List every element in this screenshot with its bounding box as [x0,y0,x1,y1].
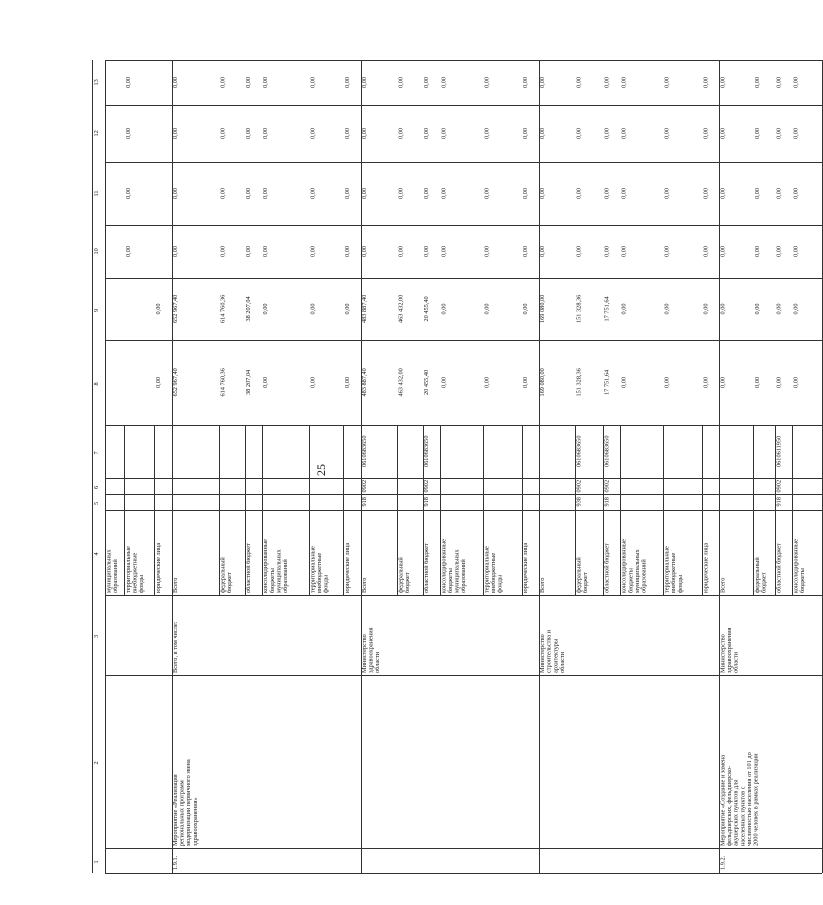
table-cell: 0,00 [361,245,368,257]
column-number: 7 [93,451,100,455]
funding-source: муниципальных [633,549,641,593]
table-cell: 0,00 [343,376,351,388]
funding-source: территориальные [663,546,671,593]
table-cell: 0,00 [753,376,761,388]
funding-source: внебюджетные [670,552,678,593]
funding-source: юридические лица [154,542,162,593]
page-number: 25 [314,464,328,476]
table-cell: 0,00 [775,76,783,88]
table-cell: 0,00 [245,187,252,199]
table-cell: 0,00 [522,76,529,88]
funding-source: территориальные [483,546,491,593]
measure-name: населенных пунктов с [739,786,747,846]
table-cell: 0,00 [440,303,448,315]
table-cell: 0,00 [753,245,761,257]
executor-name: области [558,651,566,673]
measure-name: 2000 человек в рамках реализации [752,753,760,846]
funding-source: внебюджетные [489,552,497,593]
executor-name: Министерство [361,634,368,673]
column-rule [105,510,822,511]
funding-source: фонды [138,574,145,593]
table-cell: 17 751,64 [603,296,611,322]
table-cell: 0,00 [775,303,783,315]
table-cell: 0,00 [245,245,252,257]
funding-source: областной бюджет [245,543,252,593]
table-cell: 0,00 [483,187,491,199]
column-number: 5 [93,501,100,505]
funding-source: консолидированные [792,539,800,593]
table-cell: 0,00 [124,127,132,139]
table-cell: 0,00 [663,187,671,199]
funding-source: территориальные [124,546,132,593]
funding-source: областной бюджет [775,543,783,593]
column-rule [105,225,822,226]
column-rule [105,595,822,596]
table-cell: 0,00 [309,245,317,257]
table-cell: 0,00 [361,76,368,88]
executor-name: Всего, в том числе: [172,621,179,673]
table-cell: 0,00 [753,127,761,139]
funding-source: бюджет [225,572,233,593]
executor-name: Министерство [719,634,727,673]
table-cell: 0,00 [620,187,628,199]
table-cell: 0,00 [702,76,710,88]
table-cell: 0610683650 [603,435,611,467]
funding-source: юридические лица [702,542,710,593]
table-cell: 151 328,36 [575,294,583,323]
table-cell: 918 [361,497,368,507]
table-cell: 0,00 [154,303,162,315]
table-cell: 918 [603,497,611,507]
funding-source: бюджеты [268,568,276,593]
table-cell: 0,00 [440,187,448,199]
table-cell: 0,00 [262,187,270,199]
table-cell: 0,00 [483,245,491,257]
table-cell: 0,00 [172,187,179,199]
column-rule [105,494,822,495]
table-cell: 0,00 [245,76,252,88]
row-rule [105,60,106,873]
table-cell: 0,00 [309,76,317,88]
column-rule [105,675,822,676]
table-cell: 0,00 [663,245,671,257]
measure-name: численностью населения от 101 до [745,752,753,846]
funding-source: федеральный [753,557,761,593]
table-cell: 0,00 [719,127,727,139]
table-cell: 0,00 [792,245,800,257]
table-cell: 614 760,36 [219,294,227,323]
table-cell: 0,00 [245,127,252,139]
table-cell: 0902 [423,479,431,493]
column-number: 4 [93,552,100,556]
table-cell: 0902 [603,479,611,493]
table-cell: 0,00 [440,376,448,388]
measure-name: модернизации первичного звена [185,759,193,846]
table-cell: 0,00 [124,76,132,88]
table-cell: 0,00 [753,303,761,315]
table-cell: 0,00 [440,245,448,257]
table-cell: 0,00 [539,245,547,257]
column-rule [105,340,822,341]
table-cell: 0,00 [603,245,611,257]
funding-source: Всего [539,577,547,593]
column-number: 9 [93,308,100,312]
table-cell: 0,00 [792,76,800,88]
funding-source: консолидированные [262,539,270,593]
table-cell: 0,00 [124,187,132,199]
funding-source: федеральный [219,557,227,593]
table-cell: 0,00 [219,127,227,139]
funding-source: областной бюджет [603,543,611,593]
table-cell: 0,00 [343,127,351,139]
table-cell: 169 080,00 [539,368,547,397]
table-cell: 0,00 [719,187,727,199]
funding-source: территориальные [309,546,317,593]
funding-source: бюджет [404,572,412,593]
table-cell: 483 887,40 [361,294,368,323]
table-cell: 0,00 [702,127,710,139]
table-cell: 0,00 [663,76,671,88]
table-cell: 0,00 [309,187,317,199]
table-cell: 0,00 [262,127,270,139]
table-cell: 0,00 [719,76,727,88]
funding-source: бюджеты [627,568,635,593]
table-cell: 0,00 [309,303,317,315]
table-cell: 0610611950 [775,435,783,467]
funding-source: бюджеты [799,568,806,593]
table-cell: 0,00 [124,245,132,257]
table-cell: 0,00 [172,76,179,88]
executor-name: здравоохранения [726,627,734,673]
table-cell: 0610683650 [575,435,583,467]
table-cell: 0,00 [522,187,529,199]
table-cell: 652 967,40 [172,294,179,323]
table-cell: 0,00 [753,187,761,199]
measure-name: региональных программ [178,780,186,846]
column-rule [105,873,822,874]
funding-source: областной бюджет [423,543,431,593]
measure-name: акушерских пунктов для [732,779,740,846]
table-cell: 0,00 [522,127,529,139]
table-cell: 463 432,00 [397,294,405,323]
funding-source: образований [640,559,648,593]
table-cell: 0,00 [719,245,727,257]
table-cell: 918 [775,497,783,507]
table-cell: 0,00 [343,303,351,315]
column-rule [105,848,822,849]
table-cell: 0,00 [575,245,583,257]
table-cell: 0,00 [620,376,628,388]
column-number: 12 [93,130,100,137]
measure-name: здравоохранения» [191,797,199,846]
table-cell: 0,00 [522,303,529,315]
column-number: 6 [93,485,100,489]
table-cell: 0,00 [620,245,628,257]
column-rule [105,278,822,279]
table-cell: 0,00 [792,376,800,388]
funding-source: консолидированные [440,539,448,593]
table-cell: 0610683650 [423,435,431,467]
executor-name: архитектуры [552,638,560,673]
table-cell: 0,00 [397,187,405,199]
table-cell: 0,00 [522,245,529,257]
column-number: 2 [93,761,100,765]
funding-source: бюджет [760,572,768,593]
table-cell: 0,00 [620,127,628,139]
table-cell: 0,00 [792,303,800,315]
table-cell: 0,00 [361,127,368,139]
table-cell: 0,00 [423,187,431,199]
column-number: 1 [93,860,100,864]
table-cell: 938 [575,497,583,507]
table-cell: 0,00 [397,76,405,88]
table-cell: 151 328,36 [575,368,583,397]
table-cell: 0,00 [539,76,547,88]
column-rule [105,478,822,479]
column-number: 13 [93,79,100,86]
table-cell: 0,00 [775,376,783,388]
table-cell: 0,00 [423,127,431,139]
table-cell: 0,00 [702,187,710,199]
table-cell: 0,00 [620,303,628,315]
funding-source: муниципальных [105,549,113,593]
table-cell: 0,00 [575,76,583,88]
table-cell: 0,00 [219,187,227,199]
table-cell: 0,00 [603,76,611,88]
funding-source: внебюджетные [131,552,139,593]
funding-source: фонды [496,574,504,593]
table-cell: 0,00 [719,303,727,315]
funding-source: федеральный [575,557,583,593]
funding-source: федеральный [397,557,405,593]
column-rule [105,60,822,61]
table-cell: 0,00 [775,245,783,257]
funding-source: Всего [172,577,179,593]
funding-source: внебюджетные [316,552,323,593]
table-cell: 0902 [775,479,783,493]
column-number: 10 [93,248,100,255]
table-cell: 0,00 [483,127,491,139]
funding-source: Всего [719,577,727,593]
funding-source: муниципальных [453,549,461,593]
column-rule [105,425,822,426]
table-cell: 0,00 [775,187,783,199]
table-cell: 0,00 [309,127,317,139]
table-cell: 0,00 [397,245,405,257]
funding-source: юридические лица [522,542,529,593]
measure-name: фельдшерских, фельдшерско- [726,765,734,846]
table-cell: 0,00 [702,376,710,388]
table-cell: 0,00 [539,127,547,139]
table-cell: 483 887,40 [361,368,368,397]
funding-source: юридические лица [343,542,351,593]
table-cell: 0,00 [154,376,162,388]
funding-source: образований [460,559,468,593]
funding-source: образований [282,559,289,593]
row-rule [539,60,540,873]
table-cell: 20 455,40 [423,369,431,395]
table-cell: 0,00 [343,245,351,257]
funding-source: бюджеты [447,568,454,593]
table-cell: 0,00 [423,245,431,257]
table-cell: 0902 [361,479,368,493]
table-cell: 0,00 [719,376,727,388]
table-cell: 0,00 [702,245,710,257]
table-cell: 0,00 [603,127,611,139]
table-cell: 20 455,40 [423,296,431,322]
table-cell: 0,00 [219,76,227,88]
table-cell: 0,00 [539,187,547,199]
table-cell: 0,00 [262,376,270,388]
header-rule [92,60,93,873]
table-cell: 0,00 [575,187,583,199]
table-cell: 0,00 [775,127,783,139]
table-cell: 0,00 [753,76,761,88]
table-cell: 0,00 [361,187,368,199]
column-number: 11 [93,190,100,197]
table-cell: 0,00 [397,127,405,139]
funding-source: Всего [361,577,368,593]
table-cell: 0,00 [343,76,351,88]
table-cell: 17 751,64 [603,369,611,395]
table-cell: 169 080,00 [539,294,547,323]
table-cell: 614 760,36 [219,368,227,397]
table-cell: 0,00 [603,187,611,199]
table-cell: 38 207,04 [245,296,252,322]
table-cell: 0,00 [702,303,710,315]
executor-name: строительства и [545,629,553,673]
table-cell: 0,00 [620,76,628,88]
table-cell: 463 432,00 [397,368,405,397]
table-cell: 0,00 [663,127,671,139]
table-cell: 0,00 [219,245,227,257]
executor-name: Министерство [539,634,547,673]
table-cell: 0,00 [262,303,270,315]
row-code: 1.9.2. [719,855,727,870]
column-number: 8 [93,382,100,386]
table-cell: 0,00 [343,187,351,199]
table-cell: 0,00 [575,127,583,139]
table-cell: 0610683650 [361,435,368,467]
table-cell: 0,00 [440,127,448,139]
row-rule [172,60,173,873]
measure-name: Мероприятие «Реализация [172,774,179,846]
funding-source: консолидированные [620,539,628,593]
row-code: 1.9.1. [172,855,179,870]
table-cell: 0,00 [792,127,800,139]
funding-source: муниципальных [275,549,283,593]
table-cell: 0,00 [792,187,800,199]
table-cell: 0,00 [440,76,448,88]
executor-name: области [732,651,740,673]
row-rule [719,60,720,873]
funding-source: фонды [676,574,684,593]
table-cell: 0,00 [423,76,431,88]
table-cell: 0,00 [172,245,179,257]
table-cell: 0,00 [172,127,179,139]
measure-name: Мероприятие «Создание и замена [719,754,727,846]
funding-source: бюджет [582,572,590,593]
column-rule [105,162,822,163]
executor-name: здравоохранения [367,627,375,673]
table-cell: 0,00 [483,303,491,315]
table-cell: 918 [423,497,431,507]
table-cell: 0,00 [483,76,491,88]
table-cell: 0,00 [483,376,491,388]
column-number: 3 [93,634,100,638]
funding-source: фонды [322,574,330,593]
table-cell: 0,00 [262,245,270,257]
executor-name: области [374,651,382,673]
funding-source: образований [112,559,120,593]
table-cell: 0,00 [522,376,529,388]
table-cell: 0,00 [309,376,317,388]
table-cell: 0,00 [663,303,671,315]
table-cell: 0,00 [663,376,671,388]
table-cell: 0,00 [262,76,270,88]
table-cell: 0902 [575,479,583,493]
table-cell: 652 967,40 [172,368,179,397]
column-rule [105,105,822,106]
table-cell: 38 207,04 [245,369,252,395]
